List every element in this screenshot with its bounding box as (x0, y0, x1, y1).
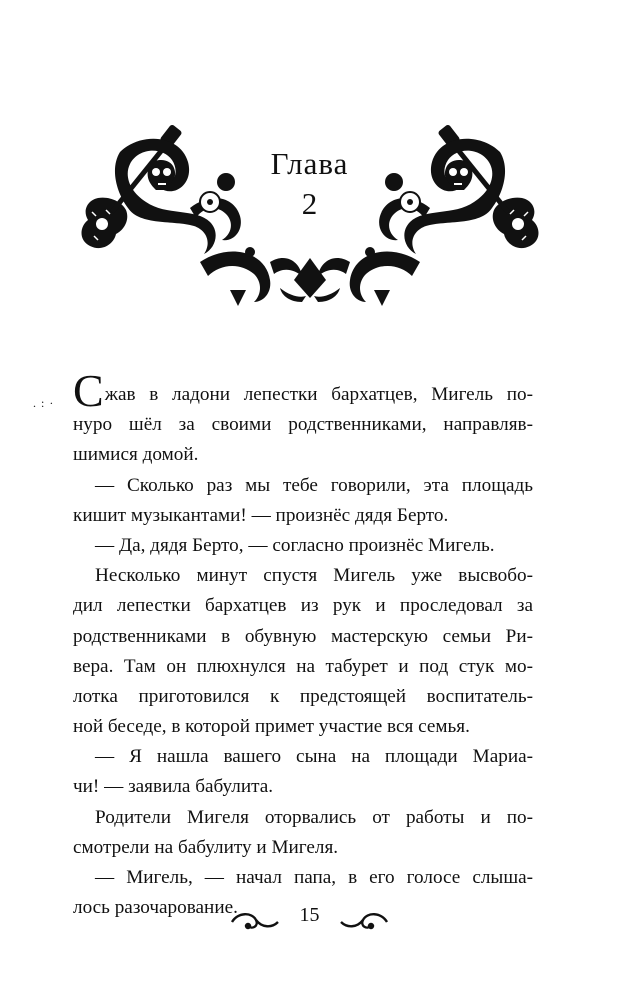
text-line: Родители Мигеля оторвались от работы и по- (95, 806, 533, 828)
text-line: лось разочарование. (73, 897, 238, 919)
text-line: — Сколько раз мы тебе говорили, эта площадь (95, 474, 533, 496)
text-line: вера. Там он плюхнулся на табурет и под стук мо- (73, 655, 533, 677)
chapter-number: 2 (301, 186, 318, 221)
text-line: смотрели на бабулиту и Мигеля. (73, 836, 339, 858)
chapter-title: Глава (270, 146, 349, 181)
decorative-dots: . : · (33, 396, 55, 410)
text-line-1: Сжав в ладони лепестки бархатцев, Мигель по- (73, 365, 533, 416)
page-number: 15 (299, 904, 320, 926)
text-line: родственниками в обувную мастерскую семьи Ри- (73, 625, 533, 647)
chapter-body-text (33, 365, 533, 923)
text-line: нуро шёл за своими родственниками, направляв- (73, 414, 533, 436)
text-line: кишит музыкантами! — произнёс дядя Берто. (73, 504, 449, 526)
text-line: — Мигель, — начал папа, в его голосе слыша- (95, 867, 533, 888)
text-line: лотка приготовился к предстоящей воспитатель- (73, 685, 533, 707)
text-line: чи! — заявила бабулита. (73, 776, 274, 798)
text-line: шимися домой. (73, 444, 199, 466)
text-line: — Да, дядя Берто, — согласно произнёс Мигель. (95, 534, 495, 556)
text-line: дил лепестки бархатцев из рук и проследовал за (73, 595, 533, 617)
text-line: — Я нашла вашего сына на площади Мариа- (95, 746, 533, 768)
text-line: Несколько минут спустя Мигель уже высвобо- (95, 565, 533, 587)
drop-cap: С (73, 365, 104, 416)
center-bottom-ornament (270, 258, 350, 302)
text-line: ной беседе, в которой примет участие вся семья. (73, 716, 470, 738)
